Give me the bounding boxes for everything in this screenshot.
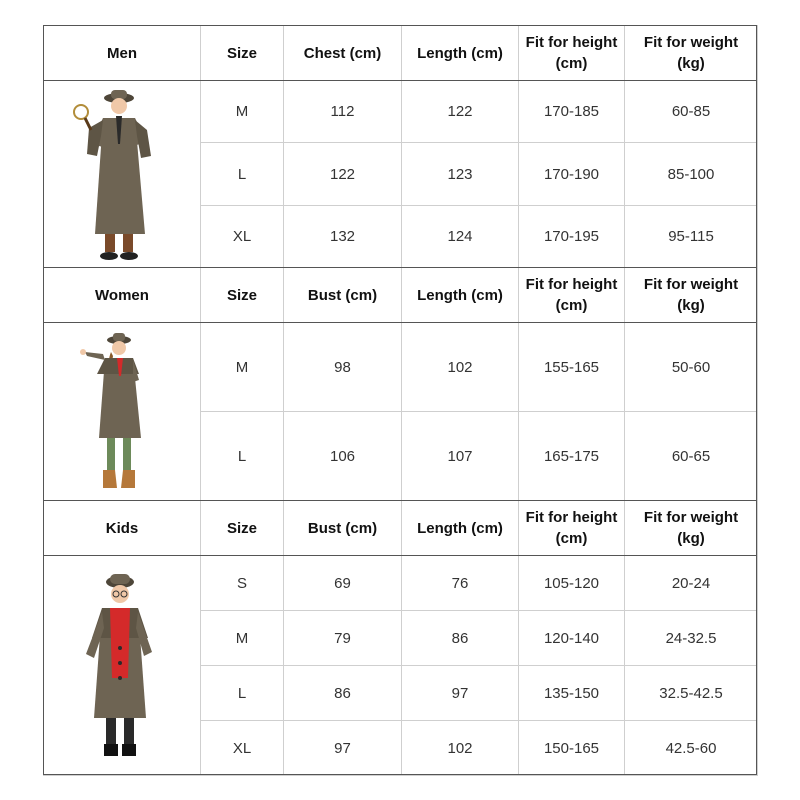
- men-row-m: [44, 81, 758, 143]
- women-weight-header: [625, 268, 758, 323]
- kid-detective-costume-figure: [72, 568, 172, 764]
- kids-header-divider: [43, 555, 757, 556]
- men-height-header: [519, 26, 625, 81]
- kids-weight-s: 20-24: [625, 556, 758, 611]
- man-detective-costume-figure: [67, 84, 177, 264]
- kids-bust-header: Bust (cm): [284, 501, 402, 556]
- women-weight-header-line2: (kg): [677, 297, 705, 314]
- kids-figure-cell: [44, 556, 201, 776]
- kids-header-row: [44, 501, 758, 556]
- kids-size-header: Size: [201, 501, 284, 556]
- kids-length-l: 97: [402, 666, 519, 721]
- men-height-xl: 170-195: [519, 206, 625, 268]
- men-weight-header-line1: Fit for weight: [643, 34, 739, 51]
- kids-size-m: M: [201, 611, 284, 666]
- women-height-header-line1: Fit for height: [525, 276, 618, 293]
- men-length-l: 123: [402, 143, 519, 206]
- men-height-m: 170-185: [519, 81, 625, 143]
- men-chest-l: 122: [284, 143, 402, 206]
- kids-length-xl: 102: [402, 721, 519, 776]
- kids-length-header: Length (cm): [402, 501, 519, 556]
- men-size-header: Size: [201, 26, 284, 81]
- kids-bust-l: 86: [284, 666, 402, 721]
- women-section-divider: [43, 500, 757, 501]
- men-weight-m: 60-85: [625, 81, 758, 143]
- kids-length-m: 86: [402, 611, 519, 666]
- kids-weight-l: 32.5-42.5: [625, 666, 758, 721]
- women-length-m: 102: [402, 323, 519, 412]
- women-weight-l: 60-65: [625, 412, 758, 501]
- kids-size-l: L: [201, 666, 284, 721]
- kids-weight-header-line2: (kg): [677, 530, 705, 547]
- men-size-m: M: [201, 81, 284, 143]
- kids-size-s: S: [201, 556, 284, 611]
- kids-category-label: Kids: [44, 501, 201, 556]
- men-length-m: 122: [402, 81, 519, 143]
- men-figure-cell: [44, 81, 201, 268]
- kids-height-header: [519, 501, 625, 556]
- men-weight-xl: 95-115: [625, 206, 758, 268]
- men-size-xl: XL: [201, 206, 284, 268]
- women-header-divider: [43, 322, 757, 323]
- men-header-row: [44, 26, 758, 81]
- women-size-header: Size: [201, 268, 284, 323]
- men-length-xl: 124: [402, 206, 519, 268]
- kids-row-s: [44, 556, 758, 611]
- kids-weight-xl: 42.5-60: [625, 721, 758, 776]
- kids-height-header-line2: (cm): [555, 530, 588, 547]
- women-weight-header-line1: Fit for weight: [643, 276, 739, 293]
- men-weight-header-line2: (kg): [677, 55, 705, 72]
- men-weight-l: 85-100: [625, 143, 758, 206]
- kids-bust-xl: 97: [284, 721, 402, 776]
- men-category-label: Men: [44, 26, 201, 81]
- men-chest-xl: 132: [284, 206, 402, 268]
- men-size-l: L: [201, 143, 284, 206]
- women-header-row: [44, 268, 758, 323]
- kids-bust-s: 69: [284, 556, 402, 611]
- women-size-l: L: [201, 412, 284, 501]
- men-section-divider: [43, 267, 757, 268]
- women-row-m: [44, 323, 758, 412]
- kids-height-s: 105-120: [519, 556, 625, 611]
- women-category-label: Women: [44, 268, 201, 323]
- men-weight-header: [625, 26, 758, 81]
- size-chart-table: [43, 25, 758, 776]
- men-chest-m: 112: [284, 81, 402, 143]
- women-weight-m: 50-60: [625, 323, 758, 412]
- kids-weight-header-line1: Fit for weight: [643, 509, 739, 526]
- kids-height-xl: 150-165: [519, 721, 625, 776]
- women-size-m: M: [201, 323, 284, 412]
- kids-bust-m: 79: [284, 611, 402, 666]
- women-bust-m: 98: [284, 323, 402, 412]
- woman-detective-costume-figure: [67, 328, 177, 496]
- kids-length-s: 76: [402, 556, 519, 611]
- women-height-header: [519, 268, 625, 323]
- kids-weight-m: 24-32.5: [625, 611, 758, 666]
- kids-weight-header: [625, 501, 758, 556]
- kids-height-header-line1: Fit for height: [525, 509, 618, 526]
- women-length-header: Length (cm): [402, 268, 519, 323]
- men-height-header-line2: (cm): [555, 55, 588, 72]
- kids-height-m: 120-140: [519, 611, 625, 666]
- women-length-l: 107: [402, 412, 519, 501]
- women-height-l: 165-175: [519, 412, 625, 501]
- women-figure-cell: [44, 323, 201, 501]
- men-height-l: 170-190: [519, 143, 625, 206]
- women-bust-header: Bust (cm): [284, 268, 402, 323]
- women-height-m: 155-165: [519, 323, 625, 412]
- women-bust-l: 106: [284, 412, 402, 501]
- women-height-header-line2: (cm): [555, 297, 588, 314]
- men-chest-header: Chest (cm): [284, 26, 402, 81]
- men-height-header-line1: Fit for height: [525, 34, 618, 51]
- men-header-divider: [43, 80, 757, 81]
- kids-size-xl: XL: [201, 721, 284, 776]
- kids-height-l: 135-150: [519, 666, 625, 721]
- men-length-header: Length (cm): [402, 26, 519, 81]
